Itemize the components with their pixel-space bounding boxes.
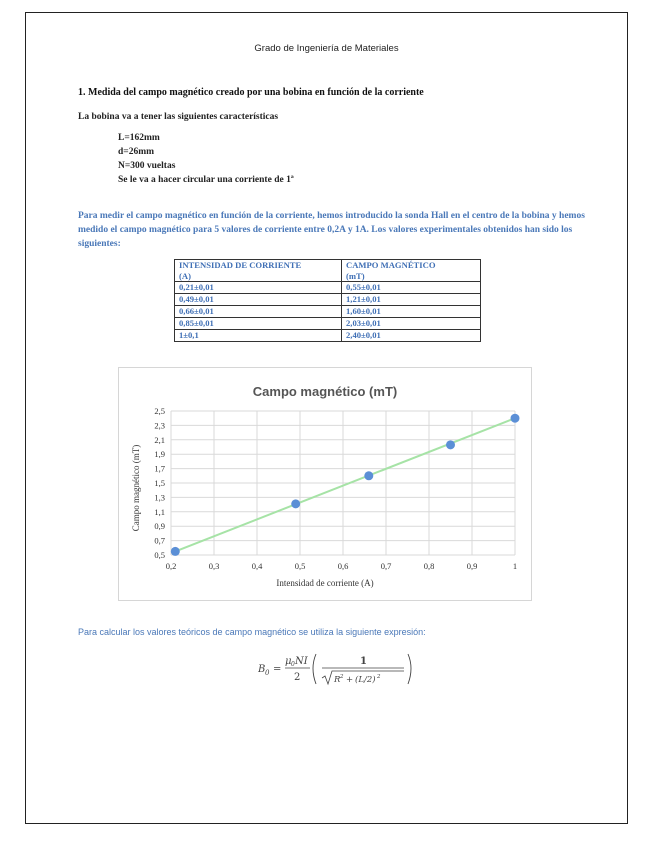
- table-row: [175, 330, 481, 342]
- svg-text:0: 0: [265, 669, 270, 677]
- x-tick-label: 0,2: [165, 561, 177, 571]
- chart-title: Campo magnético (mT): [252, 384, 398, 399]
- y-tick-label: 1,5: [154, 478, 165, 488]
- table-row: [175, 318, 481, 330]
- cell-current: 0,21±0,01: [175, 282, 342, 294]
- svg-text:1: 1: [360, 656, 367, 667]
- y-tick-label: 0,7: [154, 535, 165, 546]
- svg-text:+: +: [346, 675, 354, 685]
- y-tick-label: 1,1: [154, 506, 165, 517]
- cell-field: 2,40±0,01: [342, 330, 481, 342]
- table-row: [175, 294, 481, 306]
- x-tick-label: 0,4: [251, 561, 263, 571]
- header-field: [342, 260, 481, 282]
- table-header-row: [175, 260, 481, 282]
- y-tick-label: 2,1: [154, 434, 165, 445]
- cell-field: 0,55±0,01: [342, 282, 481, 294]
- data-point: [511, 414, 520, 423]
- intro-text: La bobina va a tener las siguientes características: [78, 112, 279, 122]
- formula-intro: Para calcular los valores teóricos de campo magnético se utiliza la siguiente expresión:: [78, 627, 426, 637]
- data-point: [446, 440, 455, 449]
- y-tick-label: 1,9: [154, 449, 165, 460]
- spec-diameter: d=26mm: [118, 147, 155, 157]
- section-title: 1. Medida del campo magnético creado por una bobina en función de la corriente: [78, 87, 424, 98]
- chart-container: [118, 367, 532, 601]
- cell-current: 0,85±0,01: [175, 318, 342, 330]
- specs-list: [118, 131, 294, 187]
- data-point: [171, 547, 180, 556]
- spec-current: Se le va a hacer circular una corriente de 1ª: [118, 175, 294, 185]
- header-current-line1: INTENSIDAD DE CORRIENTE: [179, 260, 302, 270]
- y-axis-label: Campo magnético (mT): [131, 444, 141, 532]
- cell-current: 1±0,1: [175, 330, 342, 342]
- trendline: [175, 418, 515, 551]
- x-tick-label: 0,8: [423, 561, 435, 571]
- x-tick-label: 0,9: [466, 561, 478, 571]
- document-page: [25, 12, 628, 824]
- data-point: [364, 471, 373, 480]
- measurements-table: [174, 259, 481, 342]
- x-tick-label: 0,7: [380, 561, 392, 571]
- x-tick-label: 0,6: [337, 561, 349, 571]
- svg-text:=: =: [273, 664, 282, 675]
- page-header: Grado de Ingeniería de Materiales: [254, 43, 399, 54]
- cell-field: 1,21±0,01: [342, 294, 481, 306]
- svg-text:2: 2: [294, 672, 301, 683]
- svg-text:R: R: [334, 675, 341, 685]
- cell-current: 0,66±0,01: [175, 306, 342, 318]
- spec-turns: N=300 vueltas: [118, 161, 176, 171]
- svg-text:(L/2): (L/2): [355, 675, 376, 685]
- y-tick-label: 0,5: [154, 550, 165, 560]
- cell-current: 0,49±0,01: [175, 294, 342, 306]
- y-tick-label: 1,3: [154, 492, 165, 503]
- x-tick-label: 0,5: [294, 561, 306, 571]
- x-tick-label: 1: [512, 561, 518, 571]
- svg-text:0: 0: [291, 661, 295, 668]
- chart-svg: [119, 368, 531, 600]
- y-tick-label: 2,5: [154, 406, 165, 416]
- svg-text:2: 2: [377, 674, 381, 680]
- svg-text:μ: μ: [285, 656, 292, 667]
- data-point: [291, 499, 300, 508]
- cell-field: 1,60±0,01: [342, 306, 481, 318]
- table-row: [175, 282, 481, 294]
- x-tick-labels: [166, 561, 517, 571]
- header-field-line1: CAMPO MAGNÉTICO: [346, 260, 436, 270]
- cell-field: 2,03±0,01: [342, 318, 481, 330]
- method-paragraph: Para medir el campo magnético en función de la corriente, hemos introducido la sonda Hall en el centro de la bobina y hemos medido el campo magnético para 5 valores de corriente entre 0,2A y 1A. Los valores experimentales obtenidos han sido los siguientes:: [78, 211, 585, 249]
- header-current: [175, 260, 342, 282]
- header-current-line2: (A): [179, 270, 191, 281]
- y-tick-labels: [154, 406, 165, 560]
- spec-length: L=162mm: [118, 133, 160, 143]
- y-tick-label: 1,7: [154, 463, 165, 474]
- formula-svg: [258, 647, 418, 693]
- svg-text:NI: NI: [295, 656, 308, 667]
- y-tick-label: 2,3: [154, 420, 165, 431]
- svg-text:B: B: [258, 664, 266, 675]
- biot-savart-formula: [258, 647, 418, 698]
- header-field-line2: (mT): [346, 270, 365, 281]
- table-row: [175, 306, 481, 318]
- svg-text:2: 2: [340, 674, 344, 680]
- y-tick-label: 0,9: [154, 521, 165, 532]
- x-tick-label: 0,3: [208, 561, 220, 571]
- x-axis-label: Intensidad de corriente (A): [276, 578, 374, 588]
